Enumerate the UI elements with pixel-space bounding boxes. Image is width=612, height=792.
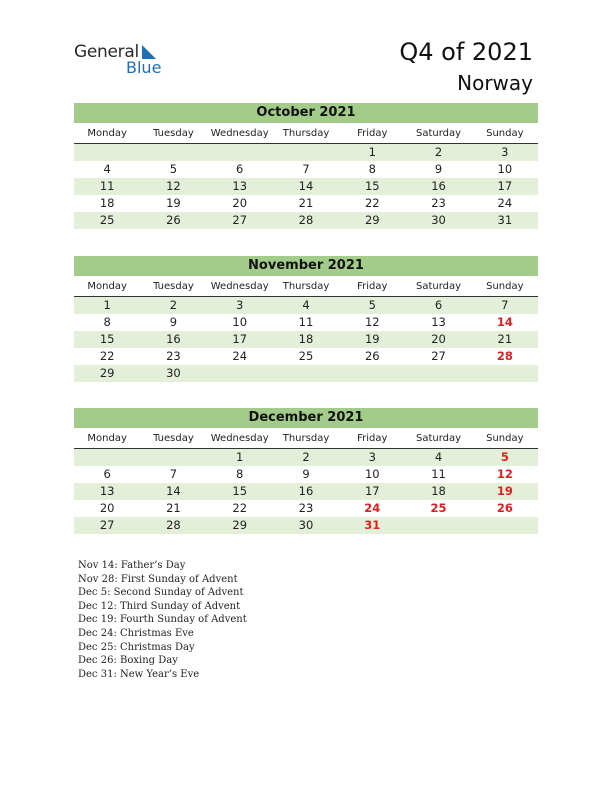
weekday-header-row (74, 278, 538, 297)
day-cell (140, 144, 206, 161)
day-cell: 4 (434, 450, 443, 464)
day-cell: 22 (232, 501, 248, 515)
day-cell: 25 (298, 349, 314, 363)
weekday-label: Sunday (486, 433, 524, 444)
day-cell: 6 (434, 298, 443, 312)
weekday-label: Saturday (416, 281, 462, 292)
logo-blue-text: Blue (126, 58, 162, 77)
weekday-label: Friday (357, 433, 388, 444)
day-cell: 31 (497, 213, 513, 227)
day-cell: 25 (99, 213, 115, 227)
day-cell: 24 (497, 196, 513, 210)
month-title: December 2021 (74, 408, 538, 428)
day-cell: 5 (368, 298, 376, 312)
day-cell: 1 (368, 145, 376, 159)
week-row (74, 466, 538, 483)
weekday-label: Saturday (416, 128, 462, 139)
day-cell: 18 (431, 484, 446, 498)
day-cell: 20 (431, 332, 446, 346)
day-cell: 27 (431, 349, 446, 363)
day-cell: 12 (166, 179, 181, 193)
week-row (74, 331, 538, 348)
day-cell: 14 (298, 179, 314, 193)
day-cell: 23 (431, 196, 446, 210)
day-cell: 30 (431, 213, 446, 227)
day-cell: 3 (236, 298, 244, 312)
weekday-label: Monday (87, 281, 127, 292)
day-cell: 13 (431, 315, 446, 329)
day-cell: 22 (99, 349, 115, 363)
day-cell: 12 (364, 315, 380, 329)
day-cell: 26 (364, 349, 380, 363)
day-cell: 7 (169, 467, 178, 481)
holiday-note: Dec 26: Boxing Day (78, 655, 178, 667)
day-cell: 13 (99, 484, 115, 498)
day-cell: 21 (497, 332, 513, 346)
day-cell: 23 (298, 501, 314, 515)
day-cell (339, 365, 405, 382)
day-cell (74, 144, 140, 161)
day-cell: 18 (298, 332, 314, 346)
holiday-note: Nov 14: Father’s Day (78, 560, 186, 571)
weekday-label: Sunday (486, 128, 524, 139)
day-cell: 28 (298, 213, 314, 227)
day-cell: 21 (298, 196, 314, 210)
weekday-label: Thursday (282, 128, 330, 139)
day-cell (207, 365, 273, 382)
day-cell: 27 (99, 518, 115, 532)
day-cell: 3 (501, 145, 509, 159)
weekday-label: Thursday (282, 281, 330, 292)
day-cell (405, 365, 471, 382)
day-cell: 23 (166, 349, 181, 363)
weekday-label: Wednesday (210, 128, 269, 139)
holiday-note: Dec 25: Christmas Day (78, 641, 195, 653)
month-december (74, 408, 538, 534)
week-row (74, 483, 538, 500)
holiday-note: Dec 19: Fourth Sunday of Advent (78, 614, 247, 626)
day-cell: 11 (99, 179, 115, 193)
day-cell: 7 (501, 298, 509, 312)
day-cell: 8 (103, 315, 111, 329)
day-cell: 9 (434, 162, 443, 176)
day-cell: 17 (232, 332, 248, 346)
day-cell: 6 (236, 162, 244, 176)
holiday-note: Nov 28: First Sunday of Advent (78, 573, 238, 585)
weekday-label: Wednesday (210, 433, 269, 444)
day-cell: 10 (497, 162, 513, 176)
day-cell: 19 (496, 484, 513, 498)
holiday-notes (78, 559, 247, 681)
day-cell (140, 449, 206, 466)
day-cell: 31 (364, 518, 381, 532)
page-title: Q4 of 2021 (399, 38, 533, 66)
day-cell: 27 (232, 213, 248, 227)
day-cell: 29 (364, 213, 380, 227)
week-row (74, 297, 538, 314)
week-row (74, 449, 538, 466)
weekday-label: Tuesday (153, 433, 194, 444)
week-row (74, 195, 538, 212)
weekday-header-row (74, 430, 538, 449)
day-cell: 17 (364, 484, 380, 498)
day-cell: 13 (232, 179, 248, 193)
week-row (74, 314, 538, 331)
holiday-note: Dec 12: Third Sunday of Advent (78, 600, 241, 612)
day-cell: 19 (364, 332, 380, 346)
day-cell (273, 365, 339, 382)
day-cell: 15 (364, 179, 380, 193)
day-cell: 6 (103, 467, 111, 481)
day-cell: 20 (99, 501, 115, 515)
day-cell: 2 (302, 450, 310, 464)
week-row (74, 212, 538, 229)
weekday-label: Monday (87, 128, 127, 139)
day-cell: 2 (169, 298, 178, 312)
day-cell: 26 (496, 501, 513, 515)
day-cell: 26 (166, 213, 181, 227)
logo-triangle-icon (142, 45, 156, 59)
page-subtitle: Norway (457, 71, 533, 95)
day-cell (74, 449, 140, 466)
day-cell (405, 517, 471, 534)
day-cell: 9 (302, 467, 310, 481)
month-title: October 2021 (74, 103, 538, 123)
day-cell: 28 (496, 349, 513, 363)
logo-general-text: General (74, 42, 139, 62)
day-cell: 7 (302, 162, 310, 176)
holiday-note: Dec 24: Christmas Eve (78, 627, 194, 639)
day-cell: 5 (169, 162, 178, 176)
day-cell: 3 (368, 450, 376, 464)
day-cell: 8 (236, 467, 244, 481)
week-row (74, 144, 538, 161)
week-row (74, 365, 538, 382)
week-row (74, 348, 538, 365)
day-cell: 16 (431, 179, 446, 193)
day-cell: 15 (99, 332, 115, 346)
month-november (74, 256, 538, 382)
day-cell: 15 (232, 484, 248, 498)
logo (74, 42, 174, 78)
weekday-label: Monday (87, 433, 127, 444)
weekday-label: Tuesday (153, 128, 194, 139)
day-cell: 5 (500, 450, 509, 464)
day-cell: 25 (430, 501, 447, 515)
weekday-label: Thursday (282, 433, 330, 444)
day-cell: 4 (302, 298, 310, 312)
day-cell: 14 (496, 315, 513, 329)
weekday-label: Friday (357, 128, 388, 139)
week-row (74, 517, 538, 534)
day-cell: 4 (103, 162, 111, 176)
weekday-label: Saturday (416, 433, 462, 444)
day-cell: 18 (99, 196, 115, 210)
day-cell: 29 (232, 518, 248, 532)
day-cell: 11 (298, 315, 314, 329)
holiday-note: Dec 5: Second Sunday of Advent (78, 587, 244, 599)
day-cell: 17 (497, 179, 513, 193)
holiday-note: Dec 31: New Year’s Eve (78, 668, 200, 680)
day-cell (472, 365, 538, 382)
day-cell: 24 (232, 349, 248, 363)
day-cell: 30 (298, 518, 314, 532)
day-cell: 8 (368, 162, 376, 176)
weekday-label: Tuesday (153, 281, 194, 292)
day-cell: 16 (298, 484, 314, 498)
month-october (74, 103, 538, 229)
day-cell: 1 (236, 450, 244, 464)
day-cell: 10 (364, 467, 380, 481)
day-cell: 10 (232, 315, 248, 329)
day-cell: 9 (169, 315, 178, 329)
day-cell: 20 (232, 196, 248, 210)
week-row (74, 178, 538, 195)
day-cell: 21 (166, 501, 181, 515)
day-cell: 22 (364, 196, 380, 210)
weekday-header-row (74, 125, 538, 144)
day-cell: 19 (166, 196, 181, 210)
day-cell: 2 (434, 145, 443, 159)
day-cell (207, 144, 273, 161)
day-cell (273, 144, 339, 161)
weekday-label: Sunday (486, 281, 524, 292)
week-row (74, 161, 538, 178)
day-cell (472, 517, 538, 534)
day-cell: 28 (166, 518, 181, 532)
month-title: November 2021 (74, 256, 538, 276)
day-cell: 29 (99, 366, 115, 380)
day-cell: 1 (103, 298, 111, 312)
week-row (74, 500, 538, 517)
weekday-label: Wednesday (210, 281, 269, 292)
day-cell: 14 (166, 484, 181, 498)
day-cell: 30 (166, 366, 181, 380)
day-cell: 11 (431, 467, 446, 481)
day-cell: 16 (166, 332, 181, 346)
day-cell: 12 (496, 467, 513, 481)
weekday-label: Friday (357, 281, 388, 292)
day-cell: 24 (364, 501, 381, 515)
